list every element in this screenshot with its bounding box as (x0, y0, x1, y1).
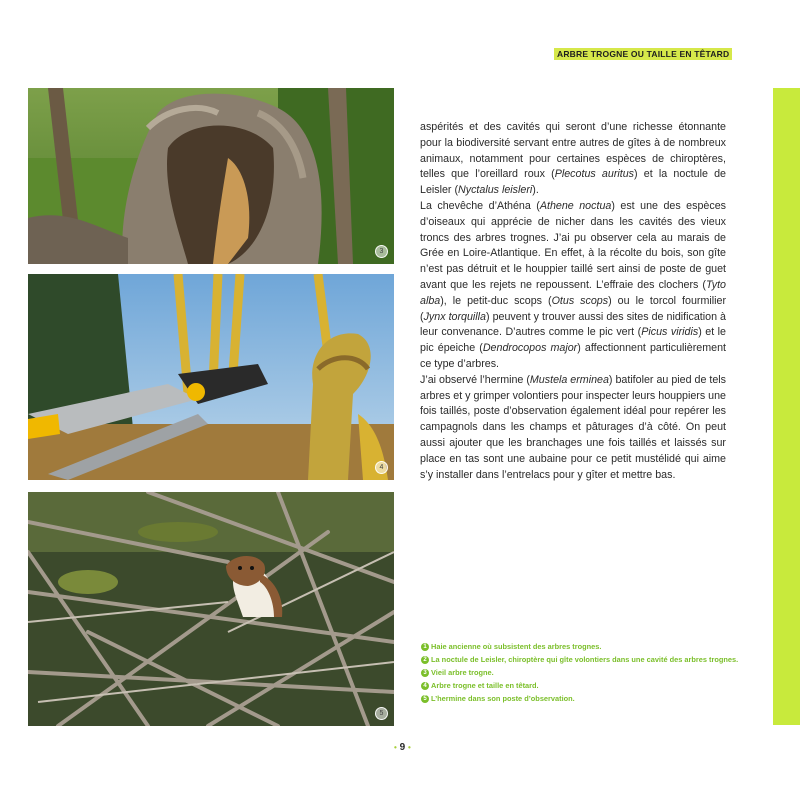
decorative-side-bar (773, 88, 800, 725)
photo-pruning-pollard (28, 274, 394, 480)
caption-item: 2 La noctule de Leisler, chiroptère qui gîte volontiers dans une cavité des arbres trognes. (421, 655, 741, 665)
stoat-in-branches-photo (28, 492, 394, 726)
caption-number-badge: 1 (421, 643, 429, 651)
caption-item: 1 Haie ancienne où subsistent des arbres trognes. (421, 642, 741, 652)
page-number: • 9 • (394, 742, 411, 753)
paragraph: aspérités et des cavités qui seront d’une richesse étonnante pour la biodiversité servant entre autres de gîtes à de nombreux animaux, notamment pour certaines espèces de chiroptères, telles que l’oreillard roux (Plecotus auritus) et la noctule de Leisler (Nyctalus leisleri). (420, 121, 726, 197)
photo-number-badge: 4 (375, 461, 388, 474)
pruning-loppers-pollard-photo (28, 274, 394, 480)
photo-old-pollard-tree (28, 88, 394, 264)
paragraph: La chevêche d’Athéna (Athene noctua) est une des espèces d’oiseaux qui apprécie de nicher dans les cavités des vieux troncs des arbres trognes. J’ai pu observer cela au marais de Grée en Loire-Atlantique. En effet, à la récolte du bois, son gîte n’est pas détruit et le houppier taillé sert ainsi de poste de guet avant que les rejets ne repoussent. L’effraie des clochers (Tyto alba), le petit-duc scops (Otus scops) ou le torcol fourmilier (Jynx torquilla) peuvent y trouver aussi des sites de nidification à leur convenance. D’autres comme le pic vert (Picus viridis) et le pic épeiche (Dendrocopos major) affectionnent particulièrement ce type d’arbres. (420, 199, 727, 370)
photo-stoat (28, 492, 394, 726)
old-hollow-pollard-tree-photo (28, 88, 394, 264)
caption-item: 5 L’hermine dans son poste d’observation. (421, 694, 741, 704)
caption-number-badge: 4 (421, 682, 429, 690)
photo-number-badge: 5 (375, 707, 388, 720)
section-title: ARBRE TROGNE OU TAILLE EN TÊTARD (554, 48, 732, 60)
caption-number-badge: 5 (421, 695, 429, 703)
caption-number-badge: 2 (421, 656, 429, 664)
caption-item: 4 Arbre trogne et taille en têtard. (421, 681, 741, 691)
paragraph: J’ai observé l’hermine (Mustela erminea) batifoler au pied de tels arbres et y grimper volontiers pour inspecter leurs houppiers une fois taillés, poste d’observation également idéal pour repérer les campagnols dans les champs et pâturages d’à côté. On peut aussi ajouter que les branchages une fois taillés et laissés sur place en tas sont une aubaine pour ce petit mustélidé qui aime s’y installer dans l’entrelacs pour y gîter et mettre bas. (420, 373, 726, 481)
caption-item: 3 Vieil arbre trogne. (421, 668, 741, 678)
photo-number-badge: 3 (375, 245, 388, 258)
caption-number-badge: 3 (421, 669, 429, 677)
article-body (420, 120, 726, 483)
photo-captions (421, 642, 741, 707)
